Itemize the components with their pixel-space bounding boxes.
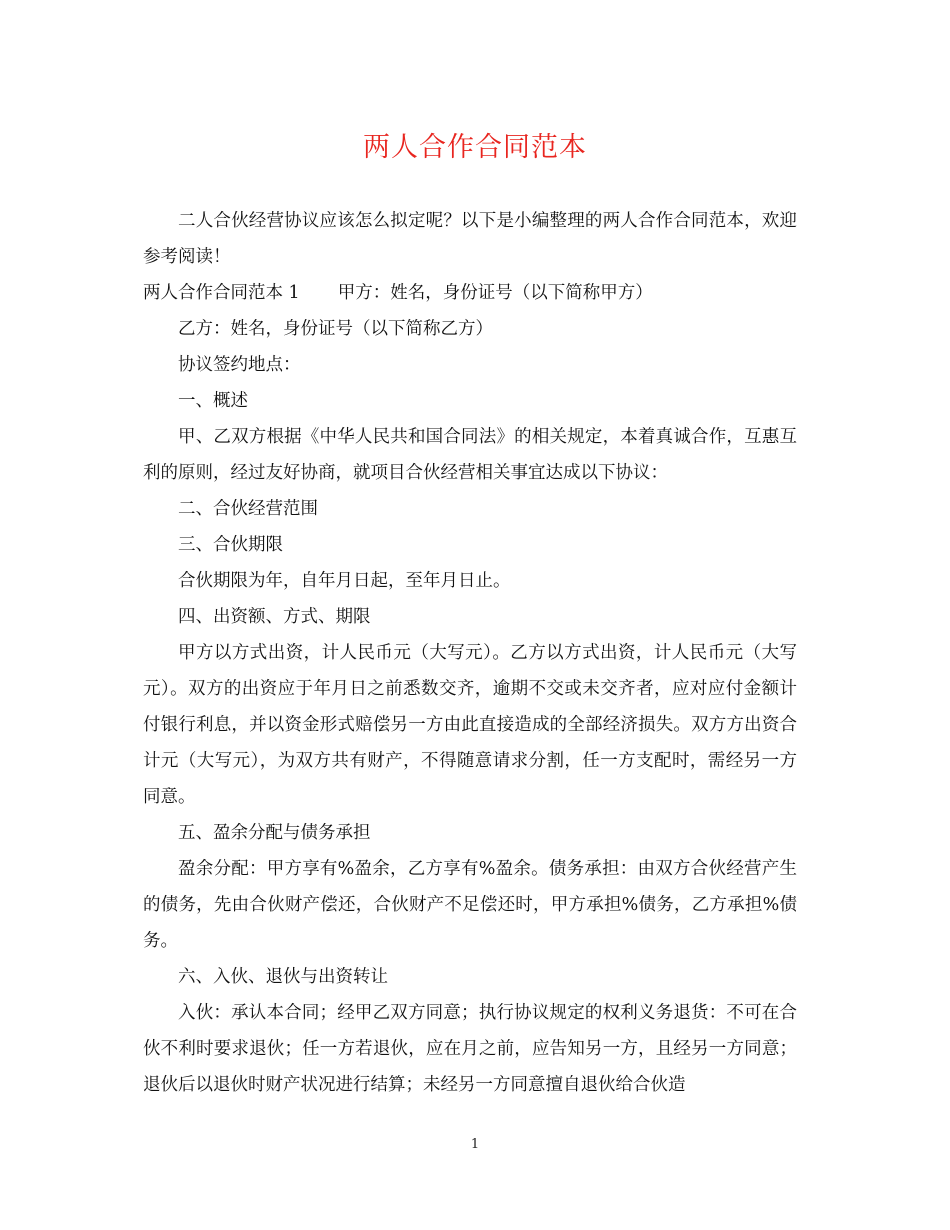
section-heading: 五、盈余分配与债务承担	[178, 823, 371, 843]
document-title: 两人合作合同范本	[363, 132, 587, 163]
section-heading: 二、合伙经营范围	[178, 499, 318, 519]
signing-place-line: 协议签约地点：	[178, 355, 301, 375]
section-body: 盈余分配：甲方享有%盈余，乙方享有%盈余。债务承担：由双方合伙经营产生的债务，先由合伙财产偿还，合伙财产不足偿还时，甲方承担%债务，乙方承担%债务。	[143, 859, 797, 951]
section-body: 甲、乙双方根据《中华人民共和国合同法》的相关规定，本着真诚合作，互惠互利的原则，经过友好协商，就项目合伙经营相关事宜达成以下协议：	[143, 427, 797, 483]
party-b-line: 乙方：姓名，身份证号（以下简称乙方）	[178, 319, 493, 339]
section-heading: 四、出资额、方式、期限	[178, 607, 371, 627]
party-a-line	[143, 275, 797, 311]
section-heading: 六、入伙、退伙与出资转让	[178, 967, 388, 987]
section-body: 入伙：承认本合同；经甲乙双方同意；执行协议规定的权利义务退货：不可在合伙不利时要求退伙；任一方若退伙，应在月之前，应告知另一方，且经另一方同意；退伙后以退伙时财产状况进行结算；未经另一方同意擅自退伙给合伙造	[143, 1003, 797, 1095]
intro-paragraph: 二人合伙经营协议应该怎么拟定呢？以下是小编整理的两人合作合同范本，欢迎参考阅读！	[143, 211, 797, 267]
document-body	[143, 203, 797, 1103]
page-number: 1	[470, 1137, 480, 1152]
party-a-text: 甲方：姓名，身份证号（以下简称甲方）	[337, 283, 653, 303]
section-body: 合伙期限为年，自年月日起，至年月日止。	[178, 571, 511, 591]
sample-label: 两人合作合同范本 1	[143, 283, 300, 303]
section-heading: 一、概述	[178, 391, 248, 411]
section-body: 甲方以方式出资，计人民币元（大写元）。乙方以方式出资，计人民币元（大写元）。双方的出资应于年月日之前悉数交齐，逾期不交或未交齐者，应对应付金额计付银行利息，并以资金形式赔偿另一方由此直接造成的全部经济损失。双方方出资合计元（大写元），为双方共有财产，不得随意请求分割，任一方支配时，需经另一方同意。	[143, 643, 797, 807]
section-heading: 三、合伙期限	[178, 535, 283, 555]
